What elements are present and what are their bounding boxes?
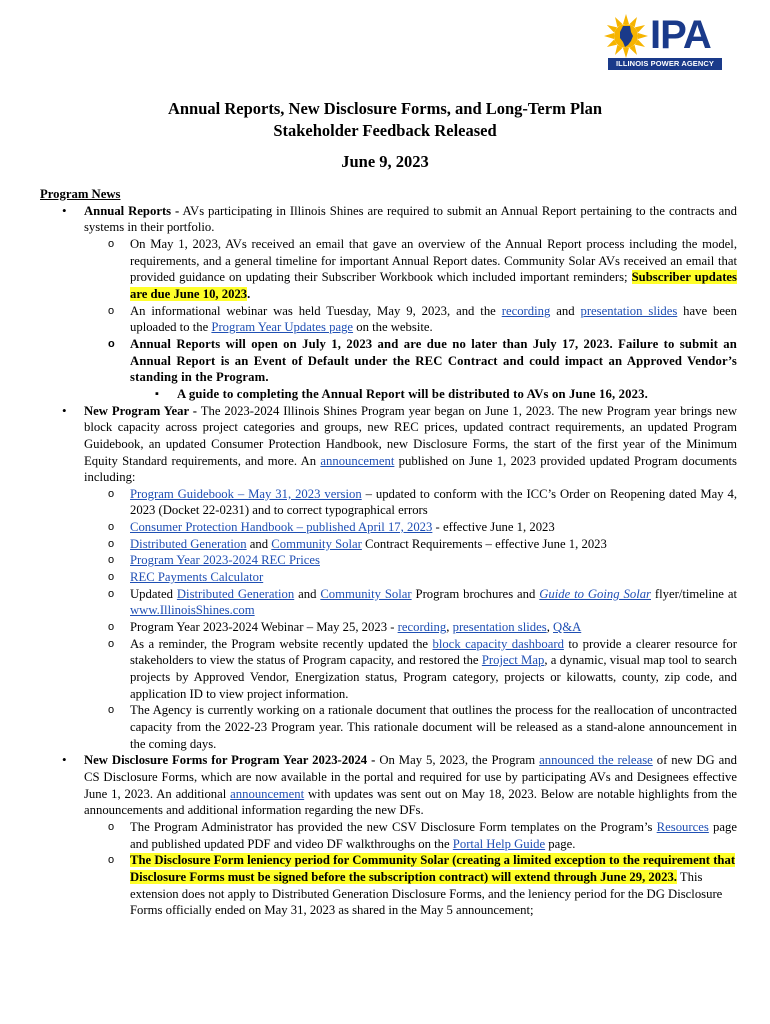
portal-help-guide-link[interactable]: Portal Help Guide <box>452 836 546 851</box>
disclosure-announcement-link[interactable]: announcement <box>230 786 305 801</box>
subscriber-deadline-highlight: Subscriber updates are due June 10, 2023 <box>130 270 737 301</box>
title-line-1: Annual Reports, New Disclosure Forms, and Long-Term Plan <box>167 99 603 118</box>
annual-reports-text: AVs participating in Illinois Shines are required to submit an Annual Report pertaining to the contracts and systems in their portfolio. <box>84 203 737 235</box>
new-program-year-label: New Program Year - <box>84 403 198 418</box>
webinar-qa-link[interactable]: Q&A <box>553 620 582 635</box>
program-news-list <box>40 203 737 919</box>
annual-sub-email: o On May 1, 2023, AVs received an email that gave an overview of the Annual Report process including the model, requirements, and a general timeline for important Annual Report dates. Community Solar AVs received an email that provided guidance on updating their Subscriber Workbook which included important reminders; Subscriber updates are due June 10, 2023. <box>40 236 737 303</box>
document-body <box>40 186 737 919</box>
logo-text: IPA <box>650 13 711 57</box>
dg-brochure-link[interactable]: Distributed Generation <box>176 586 295 601</box>
new-program-year-item: • New Program Year - The 2023-2024 Illinois Shines Program year began on June 1, 2023. The new Program year brings new block capacity across project categories and groups, new REC prices, updated contract requirements, an updated Program Guidebook, an updated Consumer Protection Handbook, new Disclosure Forms, the start of the first year of the Minimum Equity Standard requirements, and more. An announcement published on June 1, 2023 provided updated Program documents including: o Program Guidebook – May 31, 2023 version – updated to conform with the ICC’s Order on Reopening dated May 4, 2023 (Docket 22-0231) and to correct typographical errors o Consumer Protection Handbook – published April 17, 2023 - effective June 1, 2023 o Distributed Generation and Community Solar Contract Requirements – effective June 1, 2023 o Program Year 2023-2024 REC Prices o REC Payments Calculator o Updated Distributed Generation and Community Solar Program brochures and Guide to Going Solar flyer/timeline at www.IllinoisShines.com o Program Year 2023-2024 Webinar – May 25, 2023 - recording, presentation slides, Q&A o As a reminder, the Program website recently updated the block capacity dashboard to provide a clearer resource for stakeholders to view the status of Program capacity, and restored the Project Map, a dynamic, visual map tool to search projects by Approved Vendor, Energization status, Program category, projects or kilowatts, county, zip code, and application ID to view project information. o The Agency is currently working on a rationale document that outlines the process for the reallocation of uncontracted capacity from the 2022-23 Program year. This rationale document will be released as a stand-alone announcement in the coming days. <box>40 403 737 753</box>
cs-brochure-link[interactable]: Community Solar <box>320 586 412 601</box>
dashboard-item: o As a reminder, the Program website recently updated the block capacity dashboard to provide a clearer resource for stakeholders to view the status of Program capacity, and restored the Project Map, a dynamic, visual map tool to search projects by Approved Vendor, Energization status, Program category, projects or kilowatts, county, zip code, and application ID to view project information. <box>40 636 737 703</box>
annual-guide-note: ▪ A guide to completing the Annual Report will be distributed to AVs on June 16, 2023. <box>40 386 737 403</box>
rec-prices-item <box>40 552 737 569</box>
program-year-updates-link[interactable]: Program Year Updates page <box>211 320 354 335</box>
contract-requirements-item: o Distributed Generation and Community Solar Contract Requirements – effective June 1, 2023 <box>40 536 737 553</box>
project-map-link[interactable]: Project Map <box>481 653 545 668</box>
rationale-item: o The Agency is currently working on a rationale document that outlines the process for the reallocation of uncontracted capacity from the 2022-23 Program year. This rationale document will be released as a stand-alone announcement in the coming days. <box>40 702 737 752</box>
annual-reports-label: Annual Reports - <box>84 203 180 218</box>
rec-prices-link[interactable]: Program Year 2023-2024 REC Prices <box>130 553 320 568</box>
consumer-protection-handbook-link[interactable]: Consumer Protection Handbook – published April 17, 2023 <box>130 520 433 535</box>
guidebook-item: o Program Guidebook – May 31, 2023 version – updated to conform with the ICC’s Order on Reopening dated May 4, 2023 (Docket 22-0231) and to correct typographical errors <box>40 486 737 519</box>
webinar-recording-link[interactable]: recording <box>397 620 447 635</box>
resources-link[interactable]: Resources <box>656 819 709 834</box>
program-guidebook-link[interactable]: Program Guidebook – May 31, 2023 version <box>130 486 362 501</box>
illinois-shines-site-link[interactable]: www.IllinoisShines.com <box>130 603 255 618</box>
presentation-slides-link[interactable]: presentation slides <box>580 303 678 318</box>
annual-sub-webinar: o An informational webinar was held Tuesday, May 9, 2023, and the recording and presentation slides have been uploaded to the Program Year Updates page on the website. <box>40 303 737 336</box>
leniency-period-item: o The Disclosure Form leniency period for Community Solar (creating a limited exception to the requirement that Disclosure Forms must be signed before the subscription contract) will extend through June 29, 2023. This extension does not apply to Distributed Generation Disclosure Forms, and the leniency period for the DG Disclosure Forms officially ended on May 31, 2023 as shared in the May 5 announcement; <box>40 852 737 919</box>
title-line-2: Stakeholder Feedback Released <box>273 121 497 140</box>
csv-templates-item: o The Program Administrator has provided the new CSV Disclosure Form templates on the Program’s Resources page and published updated PDF and video DF walkthroughs on the Portal Help Guide page. <box>40 819 737 852</box>
annual-sub-deadline: o Annual Reports will open on July 1, 2023 and are due no later than July 17, 2023. Failure to submit an Annual Report is an Event of Default under the REC Contract and could impact an Approved Vendor’s standing in the Program. ▪ A guide to completing the Annual Report will be distributed to AVs on June 16, 2023. <box>40 336 737 403</box>
distributed-generation-link[interactable]: Distributed Generation <box>130 536 247 551</box>
section-heading: Program News <box>40 187 121 201</box>
logo-agency-name: ILLINOIS POWER AGENCY <box>608 58 722 70</box>
announcement-link[interactable]: announcement <box>320 453 395 468</box>
community-solar-link[interactable]: Community Solar <box>271 536 362 551</box>
leniency-highlight: The Disclosure Form leniency period for Community Solar (creating a limited exception to the requirement that Disclosure Forms must be signed before the subscription contract) will extend through June 29, 2023. <box>130 853 736 884</box>
disclosure-forms-label: New Disclosure Forms for Program Year 2023-2024 - <box>84 753 376 768</box>
rec-payments-calculator-link[interactable]: REC Payments Calculator <box>130 570 264 585</box>
rec-calculator-item <box>40 569 737 586</box>
webinar-slides-link[interactable]: presentation slides <box>452 620 547 635</box>
disclosure-forms-item: • New Disclosure Forms for Program Year 2023-2024 - On May 5, 2023, the Program announced the release of new DG and CS Disclosure Forms, which are now available in the portal and required for use by participating AVs and Designees effective June 1, 2023. An additional announcement with updates was sent out on May 18, 2023. Below are notable highlights from the announcements and additional information regarding the new DFs. o The Program Administrator has provided the new CSV Disclosure Form templates on the Program’s Resources page and published updated PDF and video DF walkthroughs on the Portal Help Guide page. o The Disclosure Form leniency period for Community Solar (creating a limited exception to the requirement that Disclosure Forms must be signed before the subscription contract) will extend through June 29, 2023. This extension does not apply to Distributed Generation Disclosure Forms, and the leniency period for the DG Disclosure Forms officially ended on May 31, 2023 as shared in the May 5 announcement; <box>40 752 737 919</box>
recording-link[interactable]: recording <box>501 303 551 318</box>
announced-release-link[interactable]: announced the release <box>539 753 653 768</box>
webinar-item: o Program Year 2023-2024 Webinar – May 25, 2023 - recording, presentation slides, Q&A <box>40 619 737 636</box>
release-date: June 9, 2023 <box>341 152 429 171</box>
block-capacity-dashboard-link[interactable]: block capacity dashboard <box>432 636 564 651</box>
guide-to-going-solar-link[interactable]: Guide to Going Solar <box>539 586 651 601</box>
brochures-item: o Updated Distributed Generation and Community Solar Program brochures and Guide to Going Solar flyer/timeline at www.IllinoisShines.com <box>40 586 737 619</box>
annual-reports-item <box>40 203 737 403</box>
ipa-logo <box>604 14 724 70</box>
handbook-item: o Consumer Protection Handbook – published April 17, 2023 - effective June 1, 2023 <box>40 519 737 536</box>
